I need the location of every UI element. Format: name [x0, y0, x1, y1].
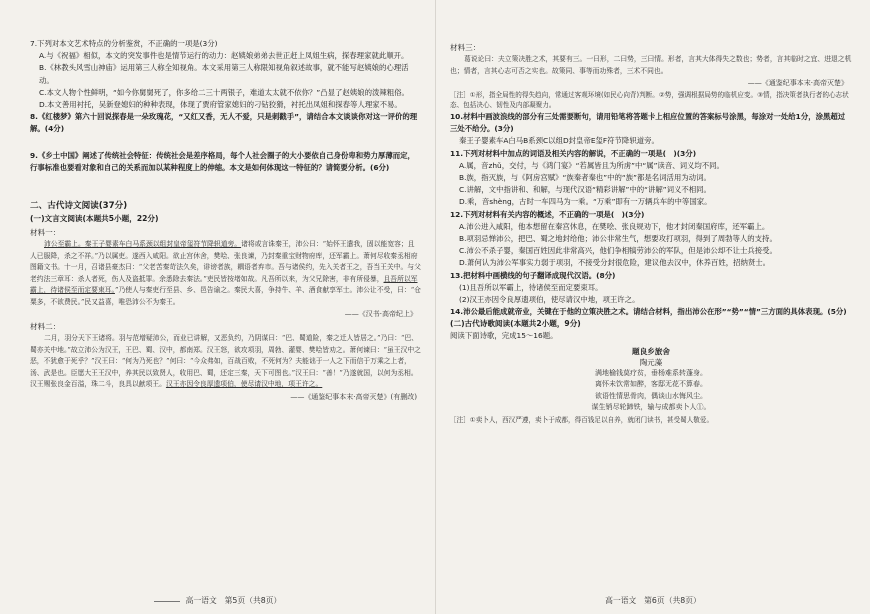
q7-option-a: A.与《祝福》相似，本文的突发事件也是情节运行的动力：赵姨娘弟弟去世正赶上凤姐生病，探春理家就此顺开。	[39, 51, 409, 61]
q7-option-d: D.本文善用衬托，吴新登媳妇的种种表现，体现了贾府管家媳妇的刁钻狡猾，衬托出凤姐和探春等人理家不易。	[39, 100, 402, 110]
question-13: 13.把材料中画横线的句子翻译成现代汉语。(8分)	[450, 270, 616, 280]
material-2-source: ——《通鉴纪事本末·高帝灭楚》(有删改)	[290, 392, 417, 401]
poem-line: 离怀未饮常如醉，客邸无花不算春。	[595, 380, 707, 389]
q13-part-1: (1)且吾所以军霸上，待诸侯至而定要束耳。	[459, 282, 603, 292]
question-11: 11.下列对材料中加点的词语及相关内容的解说，不正确的一项是( )(3分)	[450, 148, 697, 158]
right-page	[435, 0, 870, 614]
material-1-source: ——《汉书·高帝纪上》	[344, 310, 417, 319]
question-8: 8.《红楼梦》第六十回说探春是一朵玫瑰花，“又红又香，无人不爱，只是刺戳手”，请结合本文谈谈你对这一评价的理解。(4分)	[30, 112, 418, 134]
q12-option-c: C.沛公不杀子婴，秦国百姓因此非常高兴，他们争相犒劳沛公的军队，但是沛公却不让士兵接受。	[459, 246, 777, 256]
q11-option-c: C.讲解，文中指讲和、和解，与现代汉语“精彩讲解”中的“讲解”词义不相同。	[459, 185, 711, 195]
q12-option-a: A.沛公进入咸阳，他本想留在秦宫休息，在樊哙、张良规劝下，他才封闭秦国府库，还军霸上。	[459, 221, 770, 231]
q11-option-b: B.族，指灭族，与《阿房宫赋》“族秦者秦也”中的“族”都是名词活用为动词。	[459, 173, 711, 183]
q7-option-c: C.本文人物个性鲜明，“如今你舅舅死了，你多给二三十两银子，难道太太就不依你？”凸显了赵姨娘的泼辣粗俗。	[39, 87, 409, 97]
question-7: 7.下列对本文艺术特点的分析鉴赏，不正确的一项是(3分)	[30, 39, 218, 48]
left-page-footer: 高一语文 第5页（共8页）	[0, 595, 435, 606]
q11-option-a: A.属，音zhǔ，交付，与《鸿门宴》“若属皆且为所虏”中“属”读音、词义均不同。	[459, 160, 724, 170]
material-3-source: ——《通鉴纪事本末·高帝灭楚》	[747, 79, 848, 87]
subsection-2-heading: (二)古代诗歌阅读(本题共2小题，9分)	[450, 319, 581, 329]
q12-option-d: D.萧何认为沛公军事实力弱于项羽，不接受分封很危险，建议他去汉中，休养百姓，招纳贤士。	[459, 258, 771, 268]
material-3-text: 葛说论曰：夫立策决胜之术，其要有三。一曰形，二曰势，三曰情。形者，言其大体得失之数也；势者，言其临时之宜、进退之机也；情者，言其心志可否之实也。故策同、事等而功殊者，三术不同也。	[450, 55, 852, 75]
poem-note: ［注］①卖卜人，西汉严遵，卖卜于成都，得百钱足以自养，就闭门读书，甚受蜀人敬爱。	[450, 415, 714, 424]
q7-option-b: B.《林教头风雪山神庙》运用第三人称全知视角。本文采用第三人称限知视角叙述故事，就不能写赵姨娘的心理活动。	[39, 63, 409, 85]
poem-title: 题良乡旅舍	[632, 346, 670, 356]
poem-instruction: 阅读下面诗歌，完成15～16题。	[450, 331, 558, 341]
underline-sentence-2: 汉王亦因令良厚遗项伯，使尽请汉中地，项王许之。	[165, 380, 323, 389]
material-3-label: 材料三：	[450, 43, 481, 52]
question-12: 12.下列对材料有关内容的概述，不正确的一项是( )(3分)	[450, 209, 645, 219]
right-page-footer: 高一语文 第6页（共8页）	[605, 596, 701, 605]
question-10: 10.材料中画波浪线的部分有三处需要断句，请用铅笔将答题卡上相应位置的答案标号涂黑，每涂对一处给1分，涂黑超过三处不给分。(3分)	[450, 112, 846, 134]
material-1-text: 沛公至霸上。秦王子婴素车白马系颈以组封皇帝玺符节降轵道旁。诸将或言诛秦王，沛公曰：“始怀王遣我，固以能宽容；且人已服降，杀之不祥。”乃以属吏。遂西入咸阳。欲止宫休舍，樊哙、张良谏，乃封秦重宝财物府库，还军霸上。萧何尽收秦丞相府图籍文书。十一月，召诸县豪杰曰：“父老苦秦苛法久矣，诽谤者族，耦语者弃市。吾与诸侯约，先入关者王之，吾当王关中。与父老约法三章耳：杀人者死，伤人及盗抵罪。余悉除去秦法。”吏民皆按堵如故。凡吾所以来，为父兄除害，非有所侵暴，且吾所以军霸上，待诸侯至而定要束耳。”乃使人与秦吏行至县、乡、邑告谕之。秦民大喜，争持牛、羊、酒食献享军士。沛公让不受，曰：“仓粟多，不欲费民。”民又益喜，唯恐沛公不为秦王。	[30, 240, 421, 306]
underline-sentence-1: 且吾所以军霸上，待诸侯至而定要束耳。	[30, 274, 418, 295]
question-9: 9.《乡土中国》阐述了传统社会特征：传统社会是差序格局，每个人社会圈子的大小要依自己身份卑和势力厚薄而定，行事标准也要看对象和自己的关系而加以某种程度上的伸缩。本文是如何体现这一特征的？请简要分析。(6分)	[30, 150, 415, 172]
section-2-heading: 二、古代诗文阅读(37分)	[30, 201, 128, 212]
subsection-1-heading: (一)文言文阅读(本题共5小题，22分)	[30, 214, 159, 224]
material-3-note: ［注］①形，指全局性的得失趋向，常通过客观环境(如民心向背)判断。②势，强调根据局势的临机应变。③情，指决策者执行者的心志状态、包括决心、韧性及内部凝聚力。	[450, 91, 849, 109]
material-2-label: 材料二：	[30, 322, 61, 332]
poem-line: 满地榆钱莫疗贫，垂杨难系转蓬身。	[595, 368, 707, 377]
poem-author: 陶元藻	[639, 357, 663, 367]
wavy-underline-sentence: 沛公至霸上。秦王子婴素车白马系颈以组封皇帝玺符节降轵道旁。	[44, 240, 242, 249]
material-1-label: 材料一：	[30, 228, 61, 238]
q13-part-2: (2)汉王亦因令良厚遗项伯，使尽请汉中地，项王许之。	[459, 295, 640, 305]
q12-option-b: B.项羽忌惮沛公，把巴、蜀之地封给他；沛公非常生气，想要攻打项羽，得到了周勃等人的支持。	[459, 234, 777, 244]
material-2-text: 二月，羽分天下王诸将。羽与范增疑沛公，而业已讲解，又恶负约，乃阴谋曰：“巴、蜀道险，秦之迁人皆居之。”乃曰：“巴、蜀亦关中地。”故立沛公为汉王，王巴、蜀、汉中，都南郑。汉王怒，欲攻项羽，周勃、灌婴、樊哙皆劝之。萧何谏曰：“虽王汉中之恶，不犹愈于死乎？”汉王曰：“何为乃死也？”何曰：“今众弗如，百战百败，不死何为？夫能诎于一人之下而信于万乘之上者，汤、武是也。臣愿大王王汉中，养其民以致贤人，收用巴、蜀，还定三秦，天下可图也。”汉王曰：“善！”乃遂就国，以何为丞相。汉王赐张良金百溢，珠二斗，良具以献项王。汉王亦因令良厚遗项伯，使尽请汉中地，项王许之。	[30, 334, 421, 389]
q11-option-d: D.乘，音shèng，古时一车四马为一乘。“万乘”即有一万辆兵车的中等国家。	[459, 197, 712, 207]
poem-line: 谋生销尽轮蹄铁，输与成都卖卜人①。	[591, 403, 711, 412]
question-14: 14.沛公最后能成就帝业，关键在于他的立策决胜之术。请结合材料，指出沛公在形”“势”“情”三方面的具体表现。(5分)	[450, 307, 847, 317]
poem-line: 欲语性情思骨肉，偶谈山水悔风尘。	[595, 391, 707, 400]
q10-sentence: 秦王子婴素车A白马B系颈C以组D封皇帝E玺F符节降轵道旁。	[459, 136, 659, 146]
